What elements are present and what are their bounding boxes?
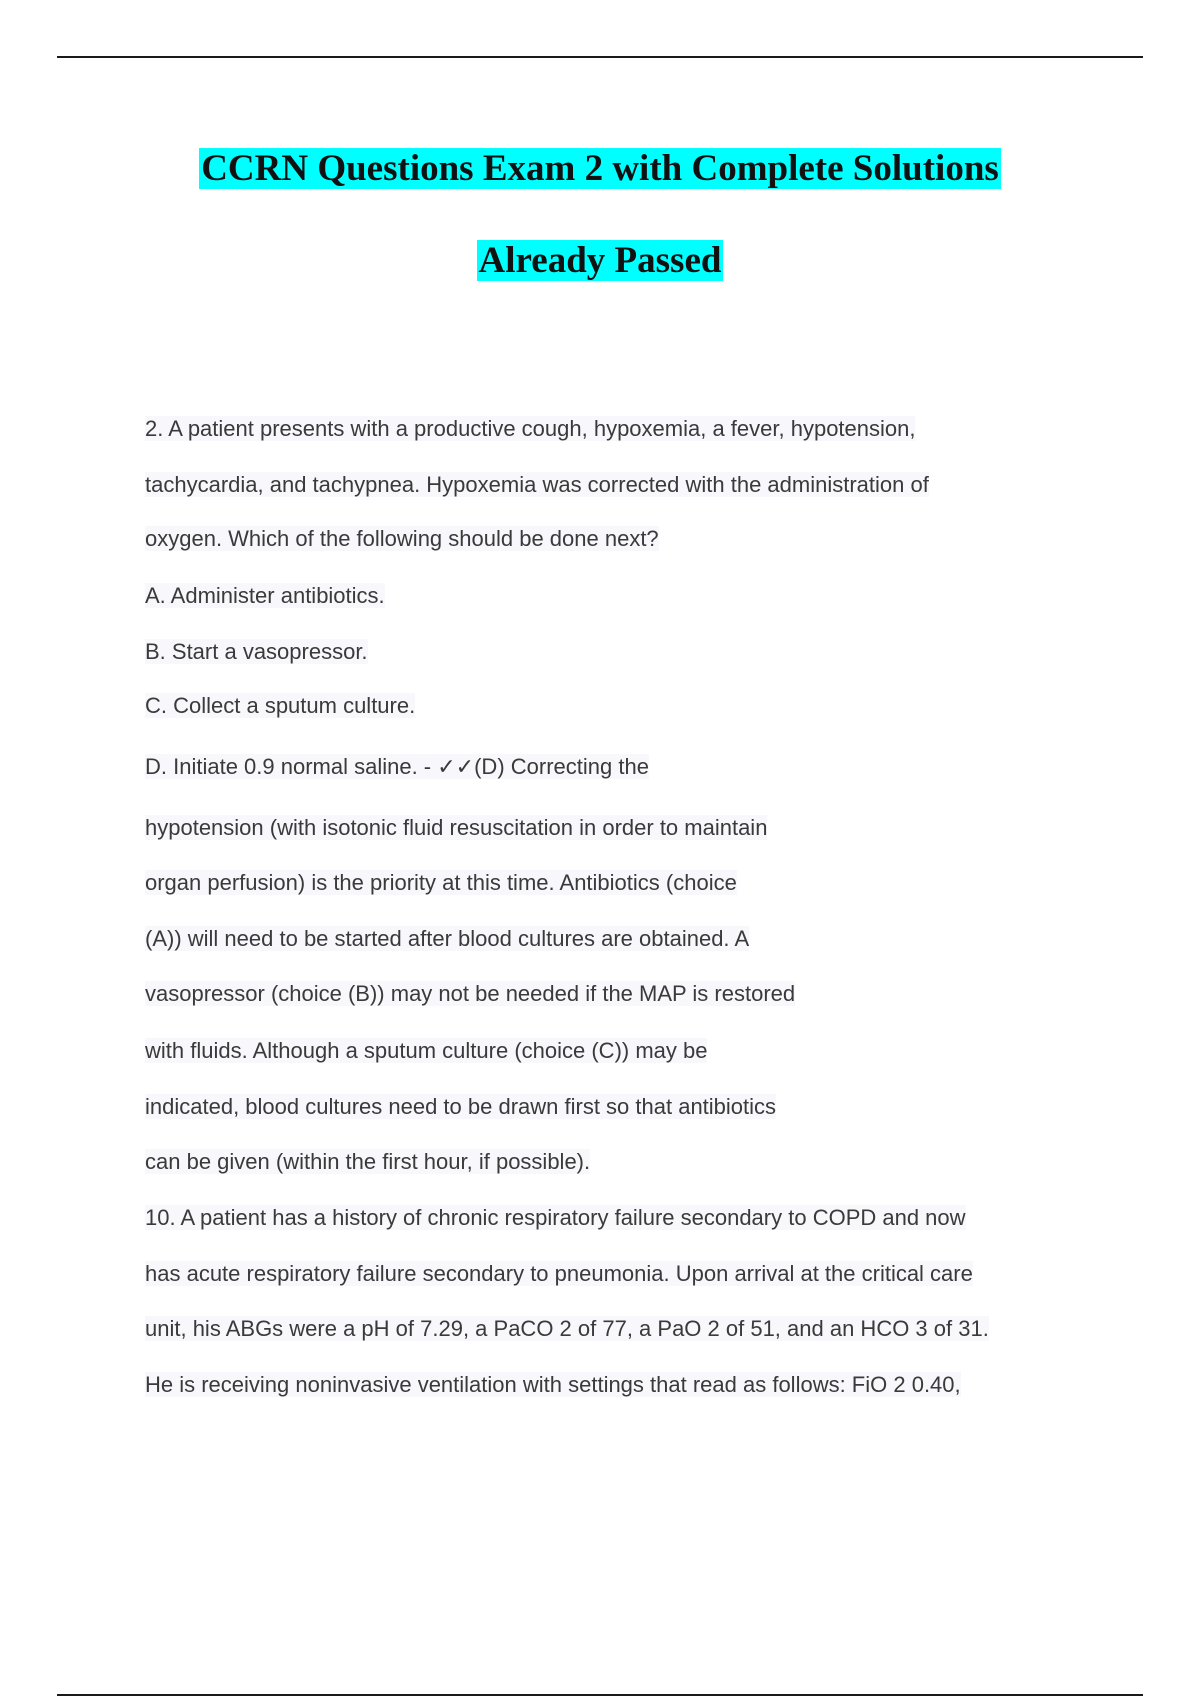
- rationale-text: hypotension (with isotonic fluid resuscitation in order to maintain: [145, 815, 768, 840]
- answer-option-b: B. Start a vasopressor.: [145, 639, 368, 664]
- title-line-2: Already Passed: [478, 240, 722, 281]
- answer-option-c: C. Collect a sputum culture.: [145, 693, 416, 718]
- document-title: [0, 146, 1200, 192]
- answer-option-a: A. Administer antibiotics.: [145, 583, 385, 608]
- question-2-text: tachycardia, and tachypnea. Hypoxemia was corrected with the administration of: [145, 472, 929, 497]
- question-2-text: oxygen. Which of the following should be done next?: [145, 526, 659, 551]
- question-10-text: 10. A patient has a history of chronic respiratory failure secondary to COPD and now: [145, 1205, 966, 1230]
- rationale-text: (A)) will need to be started after blood cultures are obtained. A: [145, 926, 750, 951]
- document-title-continued: [0, 238, 1200, 284]
- question-10-text: unit, his ABGs were a pH of 7.29, a PaCO 2 of 77, a PaO 2 of 51, and an HCO 3 of 31.: [145, 1316, 989, 1341]
- title-line-1: CCRN Questions Exam 2 with Complete Solutions: [201, 148, 999, 189]
- bottom-rule: [57, 1694, 1143, 1696]
- top-rule: [57, 56, 1143, 58]
- rationale-text: with fluids. Although a sputum culture (choice (C)) may be: [145, 1038, 708, 1063]
- question-10-text: has acute respiratory failure secondary to pneumonia. Upon arrival at the critical care: [145, 1261, 973, 1286]
- answer-option-d: D. Initiate 0.9 normal saline. - ✓✓(D) Correcting the: [145, 754, 649, 779]
- rationale-text: organ perfusion) is the priority at this time. Antibiotics (choice: [145, 870, 737, 895]
- rationale-text: vasopressor (choice (B)) may not be needed if the MAP is restored: [145, 981, 796, 1006]
- question-10-text: He is receiving noninvasive ventilation with settings that read as follows: FiO 2 0.40,: [145, 1372, 961, 1397]
- rationale-text: can be given (within the first hour, if possible).: [145, 1149, 591, 1174]
- question-2-text: 2. A patient presents with a productive cough, hypoxemia, a fever, hypotension,: [145, 416, 916, 441]
- rationale-text: indicated, blood cultures need to be drawn first so that antibiotics: [145, 1094, 777, 1119]
